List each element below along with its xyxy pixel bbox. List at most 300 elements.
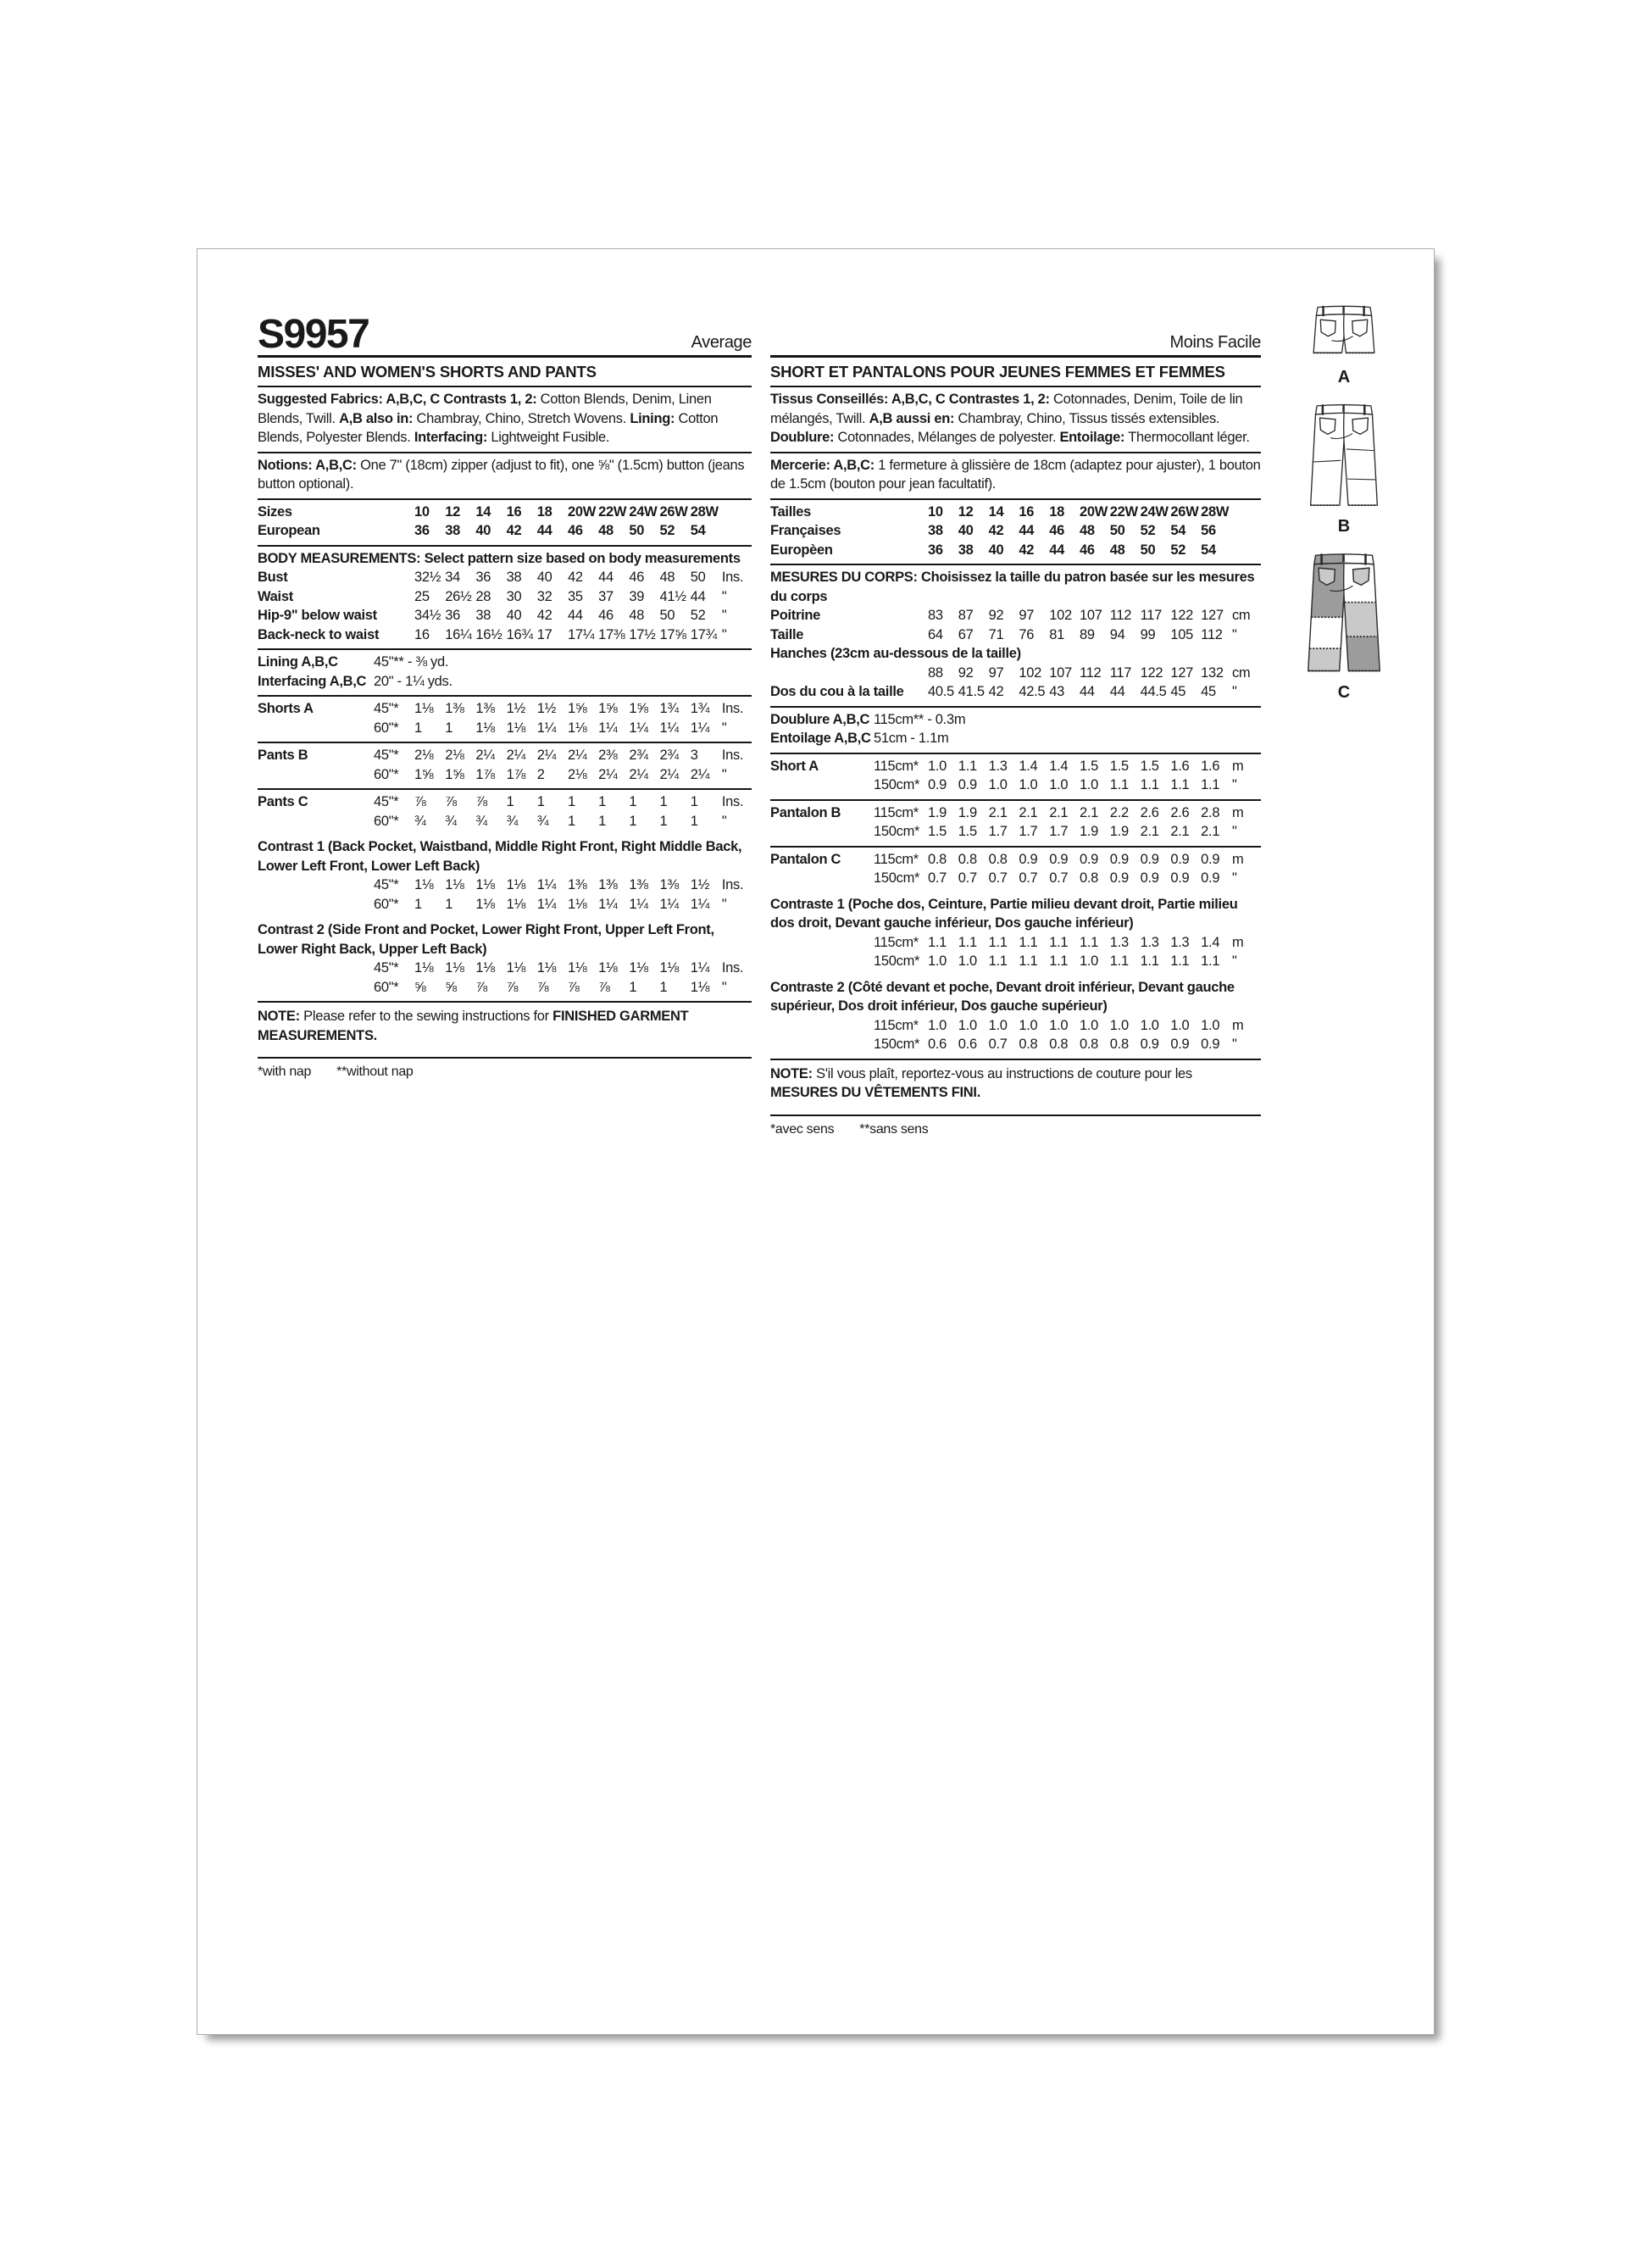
row-value: 41½ — [659, 588, 686, 604]
row-value: 14 — [988, 503, 1004, 520]
row-value: 16¼ — [445, 626, 472, 642]
row-unit: " — [721, 813, 727, 829]
row-value: 24W — [1140, 503, 1169, 520]
row-value: ⅝ — [414, 979, 426, 995]
row-value: 37 — [598, 588, 614, 604]
row-value: 22W — [598, 503, 627, 520]
row-value: 1 — [598, 813, 607, 829]
row-value: 44 — [1109, 684, 1125, 699]
paragraph: Tissus Conseillés: A,B,C, C Contrastes 1, 2: Cotonnades, Denim, Toile de lin mélangés, Twill. A,B aussi en: Chambray, Chino, Tissus tissés extensibles. Doublure: Cotonnades, Mélanges de polyester. Entoilage: Thermocollant léger. — [770, 392, 1250, 445]
row-value: ⅞ — [445, 794, 457, 809]
french-header — [770, 305, 1261, 358]
row-value: 1⅝ — [567, 701, 587, 716]
row-value: 1.9 — [928, 804, 947, 820]
footnote-item: **without nap — [336, 1065, 414, 1079]
kv-block — [258, 650, 752, 697]
row-label — [258, 765, 374, 785]
row-value: 44 — [1019, 523, 1035, 538]
row-value: 1⅛ — [536, 960, 557, 976]
row-unit: Ins. — [721, 877, 744, 892]
bold-text: Lining: — [630, 410, 675, 426]
row-value: 76 — [1019, 626, 1035, 642]
row-value: 2.1 — [1201, 824, 1220, 839]
kv-block — [770, 708, 1261, 754]
bold-text: Notions: A,B,C: — [258, 457, 357, 473]
paragraph: NOTE: S'il vous plaît, reportez-vous au instructions de couture pour les MESURES DU VÊTEMENTS FINI. — [770, 1065, 1192, 1100]
row-value: 1 — [506, 794, 514, 809]
row-value: ⅞ — [536, 979, 549, 995]
row-value: 1⅛ — [414, 701, 434, 716]
row-value: 0.9 — [1140, 851, 1159, 867]
row-value: 1⅝ — [445, 766, 464, 782]
row-label — [770, 869, 874, 888]
row-value: 2⅜ — [598, 748, 618, 763]
english-header — [258, 305, 752, 358]
row-width-label: 60"* — [374, 813, 399, 829]
row-value: 1.7 — [988, 824, 1008, 839]
table-row — [258, 876, 752, 895]
row-value: 1.6 — [1201, 758, 1220, 774]
row-value: 1⅛ — [506, 877, 525, 892]
row-label: Short A — [770, 758, 819, 774]
para-block — [258, 453, 752, 500]
row-label: European — [258, 523, 320, 538]
row-value: 1⅜ — [445, 701, 464, 716]
row-unit: Ins. — [721, 960, 744, 976]
row-value: 1¼ — [536, 877, 557, 892]
row-value: 102 — [1049, 608, 1072, 623]
row-unit: " — [1231, 777, 1237, 792]
row-value: 0.9 — [1170, 851, 1190, 867]
pattern-envelope-back — [197, 248, 1435, 2035]
row-unit: " — [721, 588, 727, 604]
contrast-heading: Contrast 1 (Back Pocket, Waistband, Middle Right Front, Right Middle Back, Lower Left Front, Lower Left Back) — [258, 839, 742, 874]
table-row — [770, 682, 1261, 702]
footnote-block — [258, 1059, 752, 1087]
row-value: 48 — [1109, 542, 1125, 558]
row-value: 1.0 — [1049, 1017, 1069, 1033]
row-value: 30 — [506, 588, 522, 604]
row-value: 0.9 — [928, 777, 947, 792]
row-value: 0.7 — [958, 870, 977, 886]
table-row — [258, 792, 752, 812]
row-value: 1.5 — [1079, 758, 1099, 774]
row-value: 1.0 — [928, 1017, 947, 1033]
row-value: 1.1 — [958, 934, 977, 950]
row-value: 1⅛ — [445, 960, 464, 976]
row-unit: " — [721, 896, 727, 912]
row-value: 1.0 — [1049, 777, 1069, 792]
row-value: 45 — [1170, 684, 1186, 699]
row-width-label: 115cm* — [874, 934, 919, 950]
row-value: 1⅞ — [506, 766, 525, 782]
row-value: 0.8 — [1019, 1037, 1038, 1052]
view-b-label: B — [1337, 517, 1351, 536]
row-value: 87 — [958, 608, 974, 623]
row-value: 0.7 — [988, 1037, 1008, 1052]
row-value: ¾ — [536, 813, 549, 829]
bold-text: A,B aussi en: — [869, 410, 955, 426]
row-value: 52 — [1170, 542, 1186, 558]
row-value: 1⅛ — [567, 960, 587, 976]
row-value: 48 — [629, 608, 645, 623]
row-value: 94 — [1109, 626, 1125, 642]
row-value: 1.4 — [1201, 934, 1220, 950]
bold-text: Interfacing: — [414, 430, 488, 445]
row-value: 40 — [506, 608, 522, 623]
row-value: 40 — [988, 542, 1004, 558]
row-value: 2.1 — [1079, 804, 1099, 820]
table-row — [258, 606, 752, 625]
row-value: 2.8 — [1201, 804, 1220, 820]
footnote-block — [770, 1116, 1261, 1144]
row-value: 1⅛ — [567, 720, 587, 736]
row-unit: Ins. — [721, 701, 744, 716]
row-unit: Ins. — [721, 570, 744, 585]
row-width-label: 45"* — [374, 960, 399, 976]
row-value: 0.9 — [1140, 1037, 1159, 1052]
row-value: 1.0 — [988, 777, 1008, 792]
row-value: 1⅛ — [629, 960, 648, 976]
row-value: 48 — [659, 570, 675, 585]
row-label — [258, 978, 374, 998]
row-value: 28 — [475, 588, 491, 604]
row-value: 32½ — [414, 570, 441, 585]
row-value: ⅞ — [475, 794, 487, 809]
row-value: 2⅛ — [445, 748, 464, 763]
row-value: 1.3 — [1109, 934, 1129, 950]
row-value: 17½ — [629, 626, 656, 642]
row-value: 1¼ — [690, 960, 710, 976]
row-value: 1¼ — [659, 720, 679, 736]
row-label: Taille — [770, 626, 804, 642]
row-value: ¾ — [506, 813, 519, 829]
row-value: 10 — [414, 503, 430, 520]
row-value: 2¼ — [536, 748, 557, 763]
row-value: 0.9 — [1049, 851, 1069, 867]
row-value: 1.5 — [1140, 758, 1159, 774]
row-value: 2.1 — [988, 804, 1008, 820]
row-value: 81 — [1049, 626, 1064, 642]
row-value: 1⅜ — [629, 877, 648, 892]
row-label — [258, 876, 374, 895]
row-value: 1⅝ — [414, 766, 434, 782]
row-value: 117 — [1109, 664, 1132, 681]
row-value: ¾ — [414, 813, 426, 829]
row-value: 46 — [1079, 542, 1095, 558]
row-value: 52 — [690, 608, 706, 623]
row-value: 36 — [928, 542, 943, 558]
row-value: 1⅛ — [475, 720, 495, 736]
row-value: 34½ — [414, 608, 441, 623]
row-value: 1 — [629, 813, 637, 829]
row-value: 1.0 — [1019, 1017, 1038, 1033]
table-row — [258, 699, 752, 719]
table-row — [258, 672, 752, 692]
row-value: 2¼ — [659, 766, 679, 782]
bold-text: A,B also in: — [339, 410, 414, 426]
row-width-label: 60"* — [374, 979, 399, 995]
row-value: 42 — [1019, 542, 1035, 558]
colorblock-pants-back-illustration — [1307, 550, 1381, 681]
row-value: 1⅛ — [506, 960, 525, 976]
table-row — [770, 606, 1261, 625]
row-unit: " — [1231, 626, 1237, 642]
row-value: 1.1 — [1019, 934, 1038, 950]
view-c-label: C — [1337, 683, 1351, 702]
row-value: 17¼ — [567, 626, 595, 642]
row-unit: " — [721, 979, 727, 995]
french-content — [770, 387, 1261, 1143]
bold-text: Entoilage: — [1059, 430, 1125, 445]
row-value: 1¼ — [629, 720, 648, 736]
table-row — [258, 719, 752, 738]
table-row — [770, 757, 1261, 776]
row-label: Sizes — [258, 503, 292, 520]
row-unit — [1232, 503, 1261, 522]
row-value: 17 — [536, 626, 552, 642]
english-content — [258, 387, 752, 1087]
row-width-label: 45"* — [374, 748, 399, 763]
table-row — [770, 1035, 1261, 1054]
row-value: ⅞ — [475, 979, 487, 995]
row-value: 40.5 — [928, 684, 954, 699]
row-label: Interfacing A,B,C — [258, 673, 367, 689]
row-value: 38 — [506, 570, 522, 585]
row-value: 43 — [1049, 684, 1064, 699]
row-value: 1.4 — [1049, 758, 1069, 774]
row-value: 1.1 — [1109, 953, 1129, 969]
paragraph: Mercerie: A,B,C: 1 fermeture à glissière de 18cm (adaptez pour ajuster), 1 bouton de 1.5cm (bouton pour jean facultatif). — [770, 457, 1261, 492]
table-row — [770, 541, 1261, 560]
row-value: 1¼ — [629, 896, 648, 912]
row-value: 1.9 — [958, 804, 977, 820]
row-value: 16 — [506, 503, 522, 520]
row-value: 1.9 — [1079, 824, 1099, 839]
row-value: 0.8 — [1109, 1037, 1129, 1052]
row-value: 1⅛ — [445, 877, 464, 892]
contrast-block — [770, 892, 1261, 976]
bold-text: Tissus Conseillés: A,B,C, C Contrastes 1, 2: — [770, 392, 1050, 407]
table-row — [258, 625, 752, 645]
row-value: 1.0 — [958, 1017, 977, 1033]
row-value: 18 — [536, 503, 552, 520]
row-value: 1⅝ — [598, 701, 618, 716]
row-value: 26W — [1170, 503, 1199, 520]
row-value: 1⅛ — [690, 979, 710, 995]
row-value: 36 — [414, 523, 430, 538]
row-value: 2¼ — [690, 766, 710, 782]
row-value: 1.0 — [1079, 777, 1099, 792]
shorts-back-illustration — [1309, 302, 1379, 365]
row-width-label: 115cm* — [874, 758, 919, 774]
row-value: 44.5 — [1140, 684, 1167, 699]
contrast-block — [258, 835, 752, 918]
row-unit: " — [1231, 953, 1237, 969]
row-value: 46 — [598, 608, 614, 623]
row-value: 97 — [1019, 608, 1035, 623]
row-value: 1½ — [506, 701, 525, 716]
row-unit — [1232, 541, 1261, 560]
row-value: 34 — [445, 570, 460, 585]
table-row — [258, 653, 752, 672]
row-value: 1.9 — [1109, 824, 1129, 839]
row-label — [770, 775, 874, 795]
row-value: 1⅛ — [598, 960, 618, 976]
row-unit: " — [721, 720, 727, 736]
row-value: 0.8 — [928, 851, 947, 867]
row-value: 35 — [567, 588, 583, 604]
row-value: 132 — [1201, 664, 1224, 681]
row-label: Doublure A,B,C — [770, 711, 870, 727]
contrast-heading: Contrast 2 (Side Front and Pocket, Lower Right Front, Upper Left Front, Lower Right Back, Upper Left Back) — [258, 922, 714, 957]
row-value: 1.7 — [1019, 824, 1038, 839]
row-value: ⅝ — [445, 979, 457, 995]
row-value: 1.1 — [1201, 777, 1220, 792]
yard-block — [770, 848, 1261, 892]
row-value: 32 — [536, 588, 552, 604]
row-unit — [722, 521, 752, 541]
table-row — [770, 869, 1261, 888]
table-row — [770, 625, 1261, 645]
garment-title-fr: SHORT ET PANTALONS POUR JEUNES FEMMES ET FEMMES — [770, 358, 1261, 387]
row-value: 127 — [1201, 608, 1224, 623]
row-value: 41.5 — [958, 684, 985, 699]
row-value: 2¼ — [475, 748, 495, 763]
row-value: 1⅛ — [475, 960, 495, 976]
row-value: 122 — [1170, 608, 1194, 623]
row-width-label: 60"* — [374, 720, 399, 736]
row-value: 1.1 — [988, 934, 1008, 950]
row-value: 1⅜ — [567, 877, 587, 892]
row-value: 0.7 — [928, 870, 947, 886]
row-unit: " — [1231, 870, 1237, 886]
row-value: 44 — [1079, 684, 1095, 699]
row-unit — [1232, 521, 1261, 541]
row-value: 38 — [928, 523, 943, 538]
row-value: 22W — [1109, 503, 1138, 520]
row-value: 1 — [445, 896, 453, 912]
paragraph: Suggested Fabrics: A,B,C, C Contrasts 1, 2: Cotton Blends, Denim, Linen Blends, Twill. A,B also in: Chambray, Chino, Stretch Wovens. Lining: Cotton Blends, Polyester Blends. Interfacing: Lightweight Fusible. — [258, 392, 719, 445]
table-row — [258, 895, 752, 914]
table-row — [770, 1016, 1261, 1036]
row-value: 52 — [1140, 523, 1156, 538]
row-value: 67 — [958, 626, 974, 642]
row-label: Hip-9" below waist — [258, 608, 377, 623]
bold-text: MESURES DU VÊTEMENTS FINI. — [770, 1085, 980, 1100]
row-unit: cm — [1231, 608, 1251, 623]
row-value: 39 — [629, 588, 645, 604]
row-value: 97 — [988, 664, 1004, 681]
row-value: 12 — [445, 503, 460, 520]
bold-text: Doublure: — [770, 430, 835, 445]
row-value: 1¾ — [690, 701, 710, 716]
french-column — [770, 305, 1261, 1143]
row-value: 105 — [1170, 626, 1194, 642]
table-row — [770, 803, 1261, 823]
bold-text: NOTE: — [258, 1009, 300, 1024]
row-value: 122 — [1140, 664, 1163, 681]
table-row — [770, 664, 1261, 683]
row-unit: " — [1231, 684, 1237, 699]
row-value: 0.9 — [1170, 1037, 1190, 1052]
row-value: 40 — [958, 523, 974, 538]
row-value: 1.1 — [988, 953, 1008, 969]
row-value: 42 — [536, 608, 552, 623]
row-unit: Ins. — [721, 794, 744, 809]
contrast-block — [258, 918, 752, 1003]
row-value: 0.9 — [1201, 870, 1220, 886]
row-value: 1⅛ — [659, 960, 679, 976]
row-value: 50 — [659, 608, 675, 623]
garment-title-en: MISSES' AND WOMEN'S SHORTS AND PANTS — [258, 358, 752, 387]
row-value: 0.9 — [1201, 851, 1220, 867]
row-unit: m — [1231, 804, 1244, 820]
row-width-label: 60"* — [374, 766, 399, 782]
row-label: Lining A,B,C — [258, 654, 338, 670]
row-width-label: 150cm* — [874, 870, 920, 886]
row-value: 44 — [598, 570, 614, 585]
row-value: 10 — [928, 503, 943, 520]
row-value: 1 — [659, 979, 668, 995]
row-value: 0.8 — [1079, 870, 1099, 886]
row-value: 1 — [690, 794, 698, 809]
row-value: 1⅛ — [506, 720, 525, 736]
row-value: 1.3 — [1140, 934, 1159, 950]
row-value: 2.1 — [1140, 824, 1159, 839]
row-label-full: Hanches (23cm au-dessous de la taille) — [770, 646, 1021, 661]
row-value: 44 — [536, 523, 552, 538]
row-value: 28W — [1201, 503, 1230, 520]
table-row — [258, 521, 752, 541]
para-block — [770, 453, 1261, 500]
row-unit: " — [721, 766, 727, 782]
row-value: 117 — [1140, 608, 1162, 623]
row-unit — [722, 503, 752, 522]
row-value: 38 — [475, 608, 491, 623]
table-row — [770, 710, 1261, 730]
row-value: 1.1 — [958, 758, 977, 774]
row-width-label: 115cm* — [874, 1017, 919, 1033]
para-block — [770, 387, 1261, 453]
row-value: 1.3 — [1170, 934, 1190, 950]
view-a-shorts — [1297, 302, 1391, 387]
row-unit: m — [1231, 758, 1244, 774]
pattern-number: S9957 — [258, 311, 369, 357]
row-inline-value: 45"** - ⅜ yd. — [374, 654, 449, 670]
row-width-label: 150cm* — [874, 953, 920, 969]
row-value: 3 — [690, 748, 698, 763]
difficulty-rating-en: Average — [691, 333, 752, 352]
row-value: 16 — [414, 626, 430, 642]
row-value: 1⅜ — [659, 877, 679, 892]
paragraph: NOTE: Please refer to the sewing instructions for FINISHED GARMENT MEASUREMENTS. — [258, 1009, 689, 1043]
row-unit: m — [1231, 1017, 1244, 1033]
row-value: 1½ — [536, 701, 557, 716]
section-header: BODY MEASUREMENTS: Select pattern size based on body measurements — [258, 550, 741, 566]
row-value: 1⅛ — [475, 896, 495, 912]
row-value: 1 — [629, 979, 637, 995]
row-value: 2.2 — [1109, 804, 1129, 820]
row-unit: " — [721, 608, 727, 623]
row-value: 1⅛ — [475, 877, 495, 892]
row-value: 1.1 — [1140, 953, 1159, 969]
row-value: 88 — [928, 664, 943, 681]
view-c-pants-colorblock — [1297, 550, 1391, 703]
row-label — [258, 959, 374, 978]
row-value: ⅞ — [567, 979, 580, 995]
row-value: 20W — [567, 503, 596, 520]
